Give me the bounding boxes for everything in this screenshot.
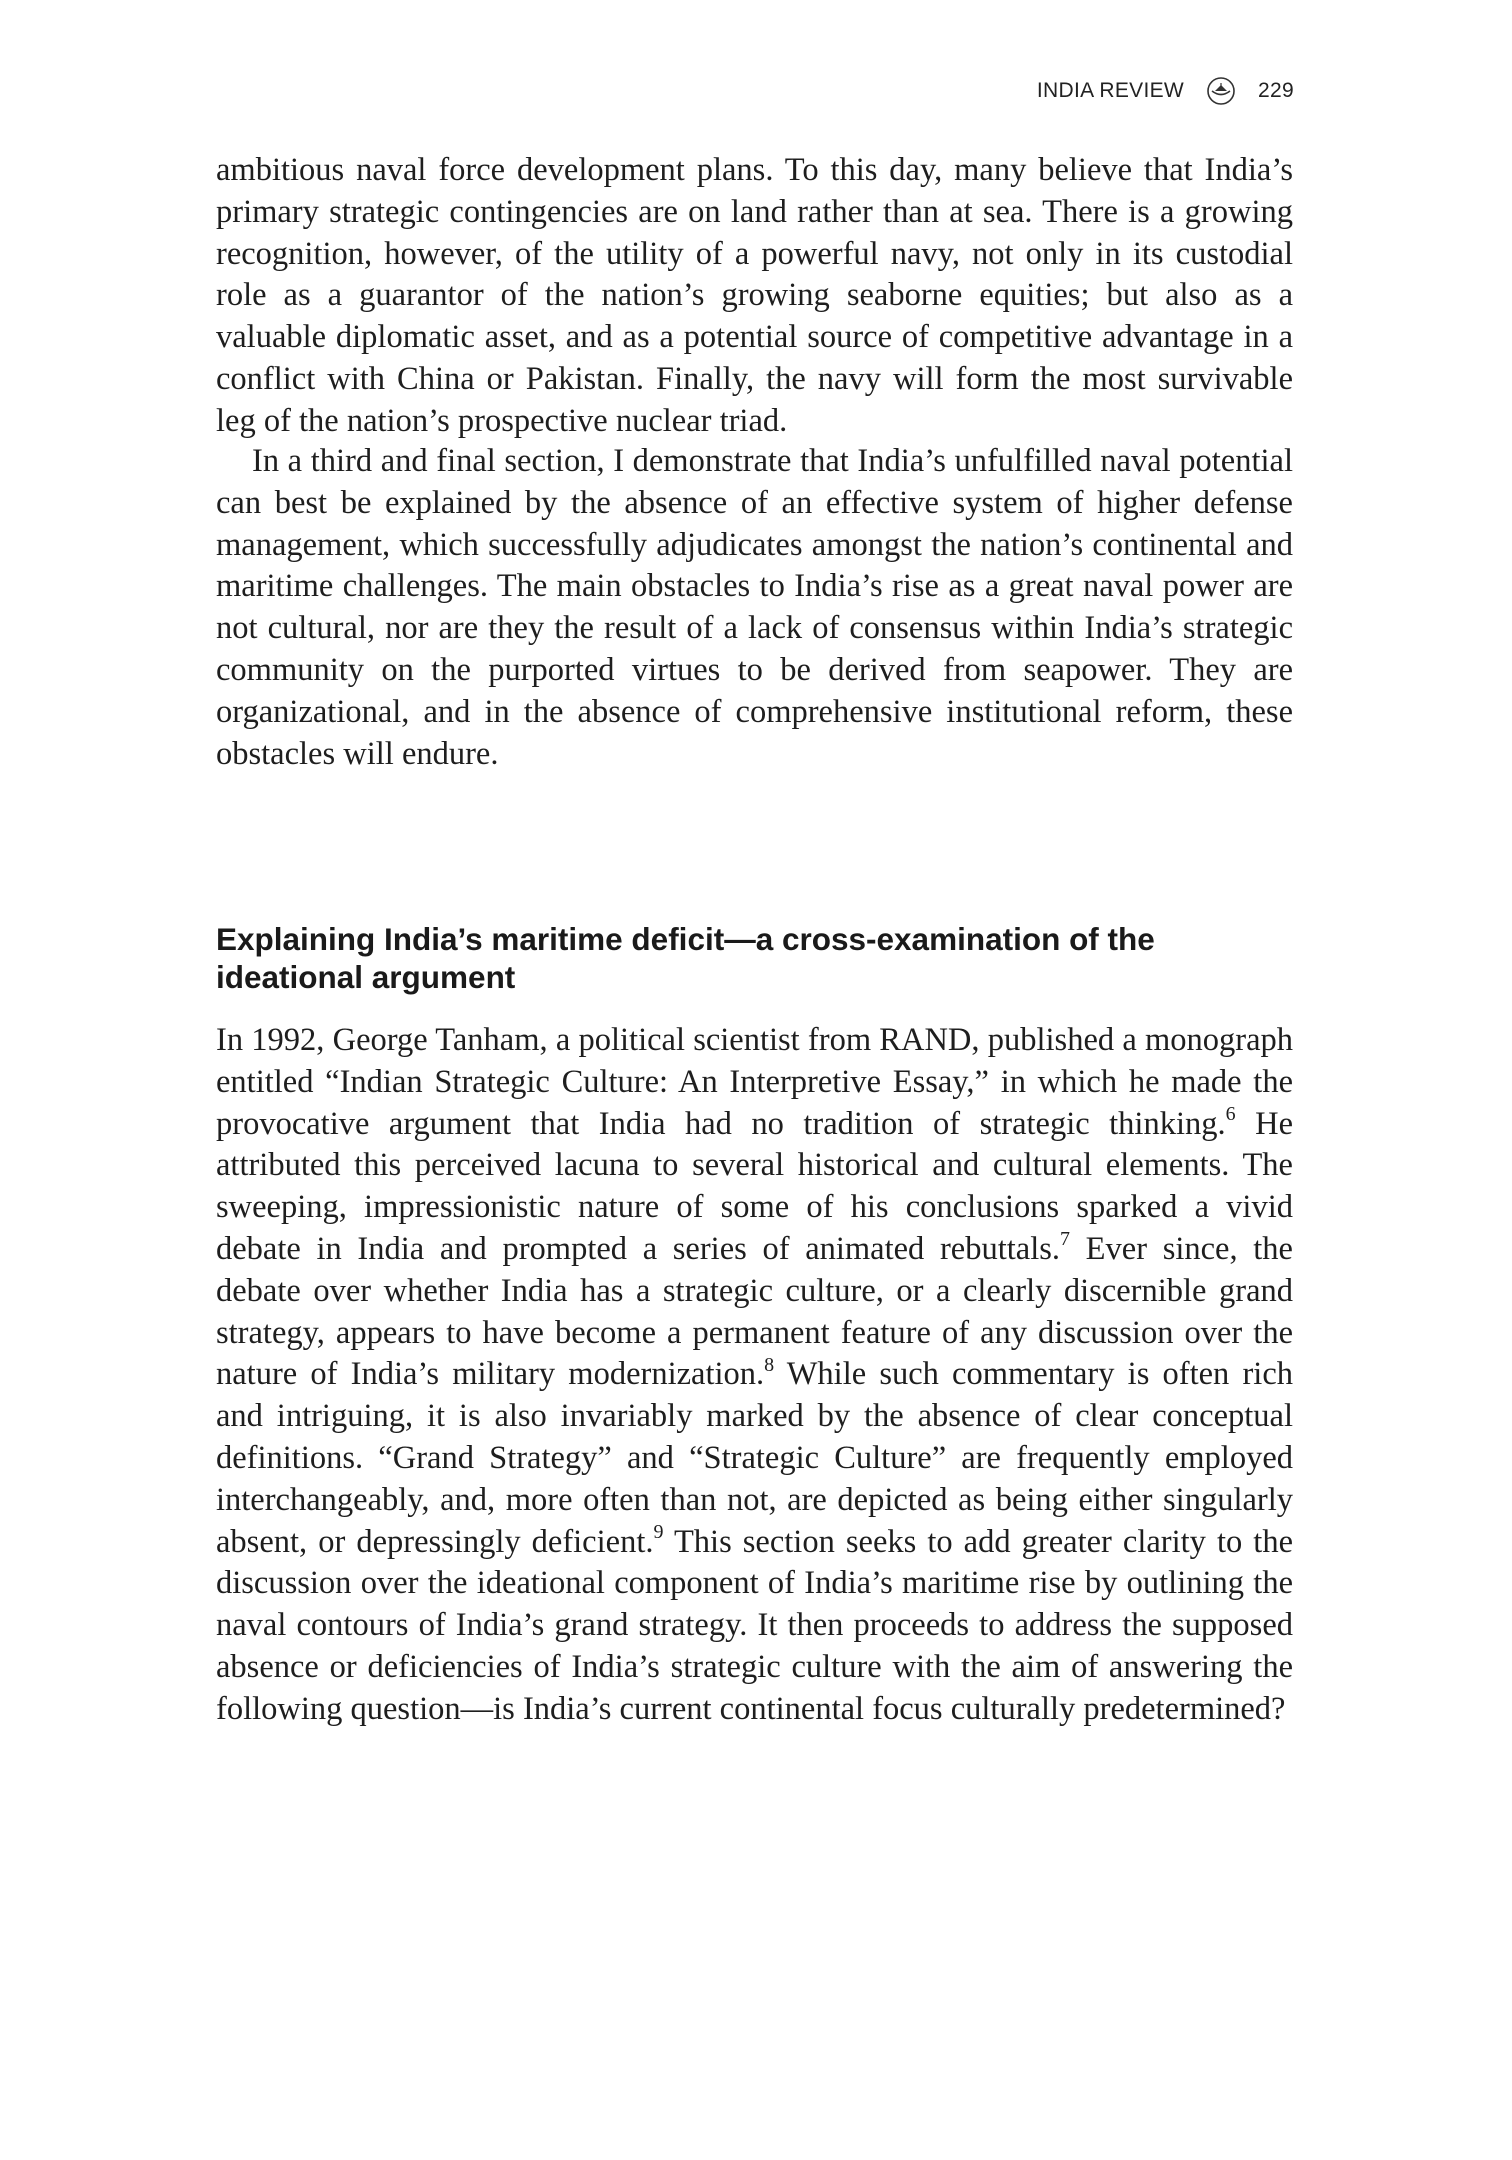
page-number: 229	[1258, 79, 1294, 102]
body-paragraph-3	[216, 1020, 1293, 1731]
section-heading: Explaining India’s maritime deficit—a cross-examination of the ideational argument	[216, 921, 1155, 995]
paragraph-text: ambitious naval force development plans. To this day, many believe that India’s primary strategic contingencies are on land rather than at sea. There is a growing recognition, however, of the utility of a powerful navy, not only in its custodial role as a guarantor of the nation’s growing seaborne equities; but also as a valuable diplomatic asset, and as a potential source of competitive advantage in a conflict with China or Pakistan. Finally, the navy will form the most survivable leg of the nation’s prospective nuclear triad.	[216, 152, 1293, 439]
running-header	[1037, 76, 1294, 106]
footnote-ref-8[interactable]: 8	[764, 1353, 775, 1376]
text-segment: In 1992, George Tanham, a political scientist from RAND, published a monograph entitled “Indian Strategic Culture: An Interpretive Essay,” in which he made the provocative argument that India had no tradition of strategic thinking.	[216, 1022, 1293, 1142]
footnote-ref-6[interactable]: 6	[1225, 1102, 1236, 1125]
journal-logo-icon	[1206, 76, 1236, 106]
body-paragraph-1	[216, 150, 1293, 443]
text-segment: He attributed this perceived lacuna to several historical and cultural elements. The sweeping, impressionistic nature of some of his conclusions sparked a vivid debate in India and prompted a series of animated rebuttals.	[216, 1105, 1293, 1267]
text-segment: Ever since, the debate over whether India has a strategic culture, or a clearly discernible grand strategy, appears to have become a permanent feature of any discussion over the nature of India’s military modernization.	[216, 1230, 1293, 1393]
footnote-ref-7[interactable]: 7	[1060, 1228, 1071, 1251]
paragraph-text	[216, 1020, 1293, 1731]
paragraph-text: In a third and final section, I demonstrate that India’s unfulfilled naval potential can best be explained by the absence of an effective system of higher defense management, which successfully adjudicates amongst the nation’s continental and maritime challenges. The main obstacles to India’s rise as a great naval power are not cultural, nor are they the result of a lack of consensus within India’s strategic community on the purported virtues to be derived from seapower. They are organizational, and in the absence of comprehensive institutional reform, these obstacles will endure.	[216, 443, 1293, 772]
journal-title: INDIA REVIEW	[1036, 79, 1185, 102]
text-segment: This section seeks to add greater clarity to the discussion over the ideational component of India’s maritime rise by outlining the naval contours of India’s grand strategy. It then proceeds to address the supposed absence or deficiencies of India’s strategic culture with the aim of answering the following question—is India’s current continental focus culturally predetermined?	[216, 1523, 1293, 1727]
text-segment: While such commentary is often rich and intriguing, it is also invariably marked by the absence of clear conceptual definitions. “Grand Strategy” and “Strategic Culture” are frequently employed interchangeably, and, more often than not, are depicted as being either singularly absent, or depressingly deficient.	[216, 1356, 1293, 1560]
footnote-ref-9[interactable]: 9	[653, 1520, 664, 1543]
body-paragraph-2	[216, 441, 1293, 775]
